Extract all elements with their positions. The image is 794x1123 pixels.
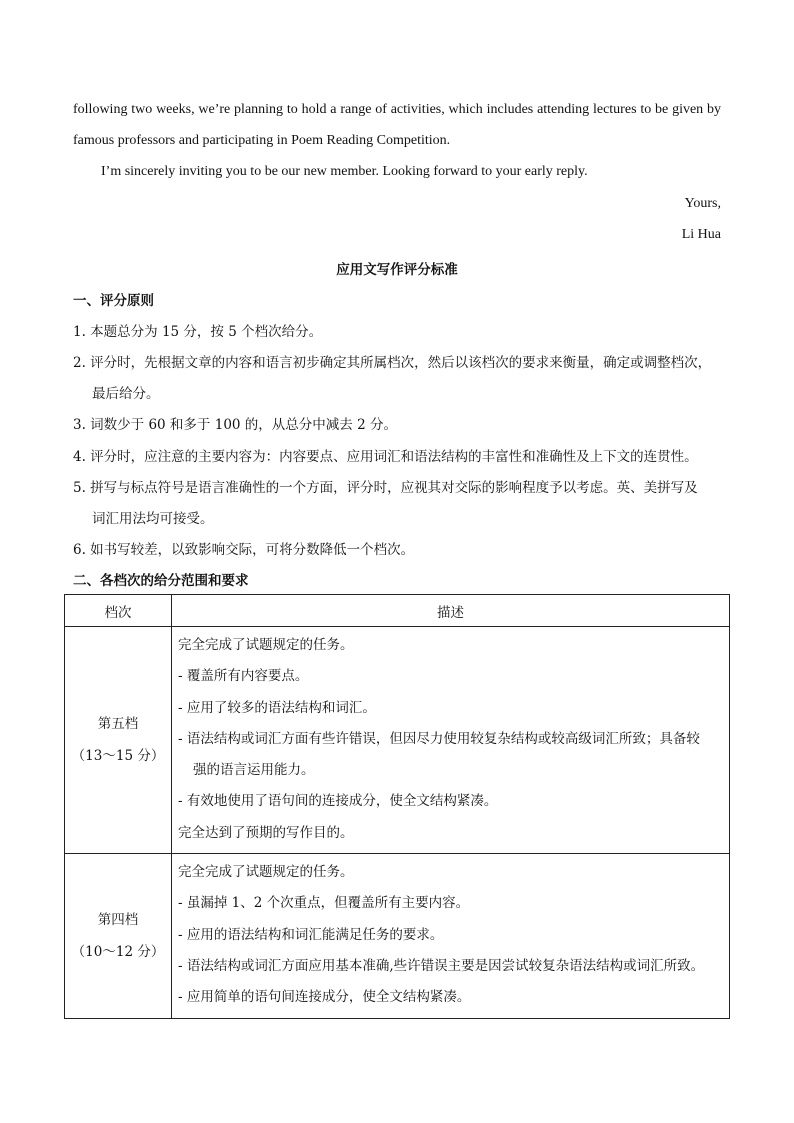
- principle-item: 3. 词数少于 60 和多于 100 的，从总分中减去 2 分。: [73, 417, 397, 433]
- description-line: - 应用了较多的语法结构和词汇。: [178, 699, 376, 716]
- description-line: - 虽漏掉 1、2 个次重点，但覆盖所有主要内容。: [178, 895, 470, 912]
- level-range: （10～12 分）: [71, 943, 165, 960]
- description-line: - 覆盖所有内容要点。: [178, 668, 309, 685]
- principle-item-continuation: 词汇用法均可接受。: [92, 511, 214, 527]
- description-cell: [172, 627, 730, 854]
- letter-line: I’m sincerely inviting you to be our new member. Looking forward to your early reply.: [101, 164, 588, 179]
- section-heading: 一、评分原则: [73, 293, 154, 309]
- rubric-title: 应用文写作评分标准: [336, 262, 458, 278]
- section-heading: 二、各档次的给分范围和要求: [73, 573, 249, 589]
- level-cell: [65, 627, 172, 854]
- description-line: 完全完成了试题规定的任务。: [178, 864, 354, 881]
- description-cell: [172, 854, 730, 1018]
- table-row: [65, 627, 730, 854]
- principle-item: 4. 评分时，应注意的主要内容为：内容要点、应用词汇和语法结构的丰富性和准确性及上下文的连贯性。: [73, 449, 698, 465]
- description-line: 完全达到了预期的写作目的。: [178, 824, 354, 841]
- description-line: - 语法结构或词汇方面有些许错误，但因尽力使用较复杂结构或较高级词汇所致；具备较: [178, 730, 700, 747]
- letter-line: famous professors and participating in Poem Reading Competition.: [73, 133, 451, 148]
- grading-table: [64, 594, 730, 1019]
- description-line: - 应用的语法结构和词汇能满足任务的要求。: [178, 926, 444, 943]
- letter-closing: Yours,: [684, 196, 721, 211]
- principle-item: 6. 如书写较差，以致影响交际，可将分数降低一个档次。: [73, 542, 415, 558]
- header-description: 描述: [172, 595, 730, 627]
- description-line: 完全完成了试题规定的任务。: [178, 637, 354, 653]
- principle-item-continuation: 最后给分。: [92, 386, 160, 402]
- description-line: 强的语言运用能力。: [193, 762, 315, 779]
- description-line: - 语法结构或词汇方面应用基本准确,些许错误主要是因尝试较复杂语法结构或词汇所致。: [178, 957, 705, 974]
- principle-item: 1. 本题总分为 15 分，按 5 个档次给分。: [73, 324, 323, 340]
- principle-item: 2. 评分时，先根据文章的内容和语言初步确定其所属档次，然后以该档次的要求来衡量，确定或调整档次，: [73, 355, 712, 371]
- table-row: [65, 854, 730, 1018]
- table-header-row: [65, 595, 730, 627]
- description-line: - 应用简单的语句间连接成分，使全文结构紧凑。: [178, 989, 471, 1006]
- level-range: （13～15 分）: [71, 748, 165, 765]
- letter-line: following two weeks, we’re planning to hold a range of activities, which includes attending lectures to be given by: [73, 102, 721, 117]
- description-line: - 有效地使用了语句间的连接成分，使全文结构紧凑。: [178, 793, 498, 810]
- level-cell: [65, 854, 172, 1018]
- principle-item: 5. 拼写与标点符号是语言准确性的一个方面，评分时，应视其对交际的影响程度予以考虑。英、美拼写及: [73, 480, 698, 496]
- level-name: 第四档: [97, 911, 139, 928]
- header-level: 档次: [65, 595, 172, 627]
- level-name: 第五档: [97, 716, 139, 733]
- letter-signature: Li Hua: [681, 227, 721, 242]
